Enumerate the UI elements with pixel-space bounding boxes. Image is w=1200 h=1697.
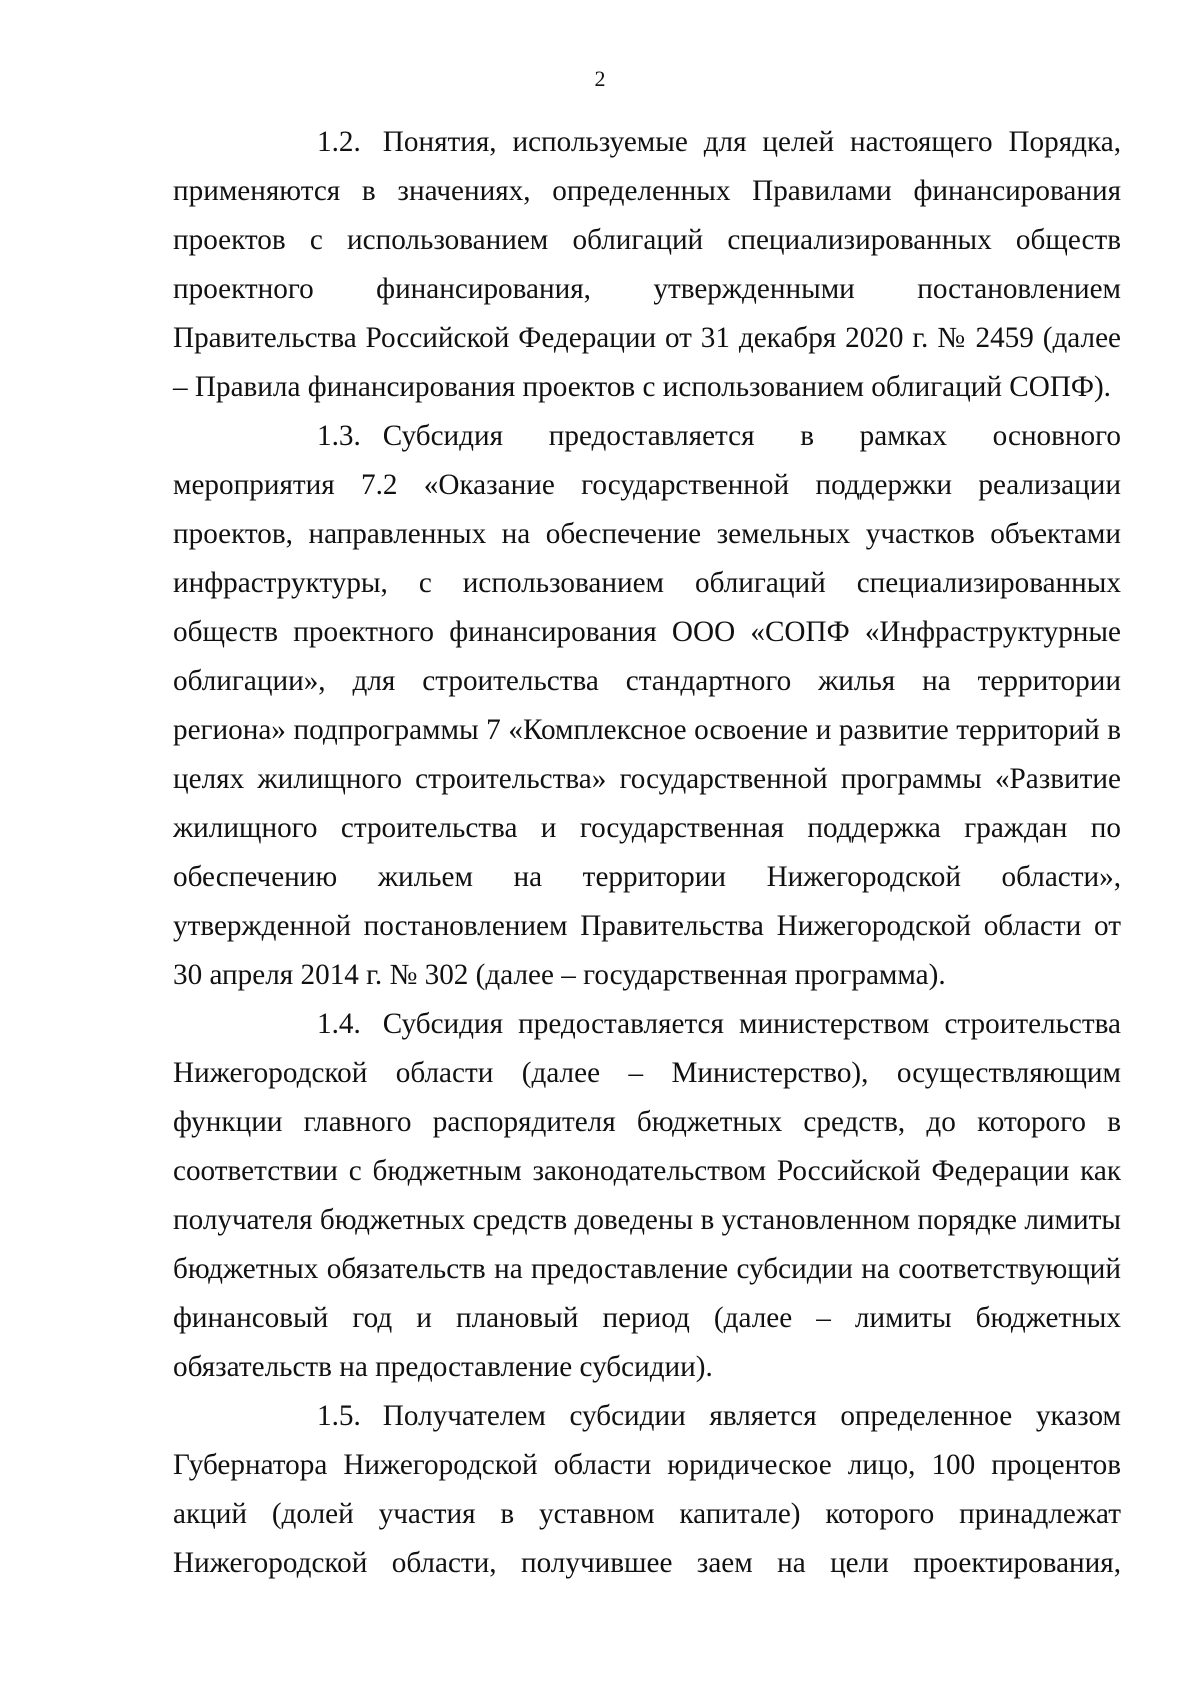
paragraph-1-5 bbox=[173, 1392, 1121, 1588]
document-body bbox=[173, 118, 1121, 1588]
paragraph-1-4 bbox=[173, 1000, 1121, 1392]
paragraph-text: Понятия, используемые для целей настоящего Порядка, применяются в значениях, определенных Правилами финансирования проектов с использованием облигаций специализированных обществ проектного финансирования, утвержденными постановлением Правительства Российской Федерации от 31 декабря 2020 г. № 2459 (далее – Правила финансирования проектов с использованием облигаций СОПФ). bbox=[173, 126, 1121, 403]
paragraph-number: 1.5. bbox=[317, 1400, 361, 1432]
paragraph-text: Субсидия предоставляется министерством строительства Нижегородской области (далее – Министерство), осуществляющим функции главного распорядителя бюджетных средств, до которого в соответствии с бюджетным законодательством Российской Федерации как получателя бюджетных средств доведены в установленном порядке лимиты бюджетных обязательств на предоставление субсидии на соответствующий финансовый год и плановый период (далее – лимиты бюджетных обязательств на предоставление субсидии). bbox=[173, 1008, 1121, 1383]
paragraph-number: 1.2. bbox=[317, 126, 361, 158]
paragraph-text: Субсидия предоставляется в рамках основного мероприятия 7.2 «Оказание государственной поддержки реализации проектов, направленных на обеспечение земельных участков объектами инфраструктуры, с использованием облигаций специализированных обществ проектного финансирования ООО «СОПФ «Инфраструктурные облигации», для строительства стандартного жилья на территории региона» подпрограммы 7 «Комплексное освоение и развитие территорий в целях жилищного строительства» государственной программы «Развитие жилищного строительства и государственная поддержка граждан по обеспечению жильем на территории Нижегородской области», утвержденной постановлением Правительства Нижегородской области от 30 апреля 2014 г. № 302 (далее – государственная программа). bbox=[173, 420, 1121, 991]
paragraph-text: Получателем субсидии является определенное указом Губернатора Нижегородской области юридическое лицо, 100 процентов акций (долей участия в уставном капитале) которого принадлежат Нижегородской области, получившее заем на цели проектирования, bbox=[173, 1400, 1121, 1579]
paragraph-number: 1.4. bbox=[317, 1008, 361, 1040]
page-number: 2 bbox=[594, 66, 606, 91]
paragraph-number: 1.3. bbox=[317, 420, 361, 452]
paragraph-1-3 bbox=[173, 412, 1121, 1000]
paragraph-1-2 bbox=[173, 118, 1121, 412]
